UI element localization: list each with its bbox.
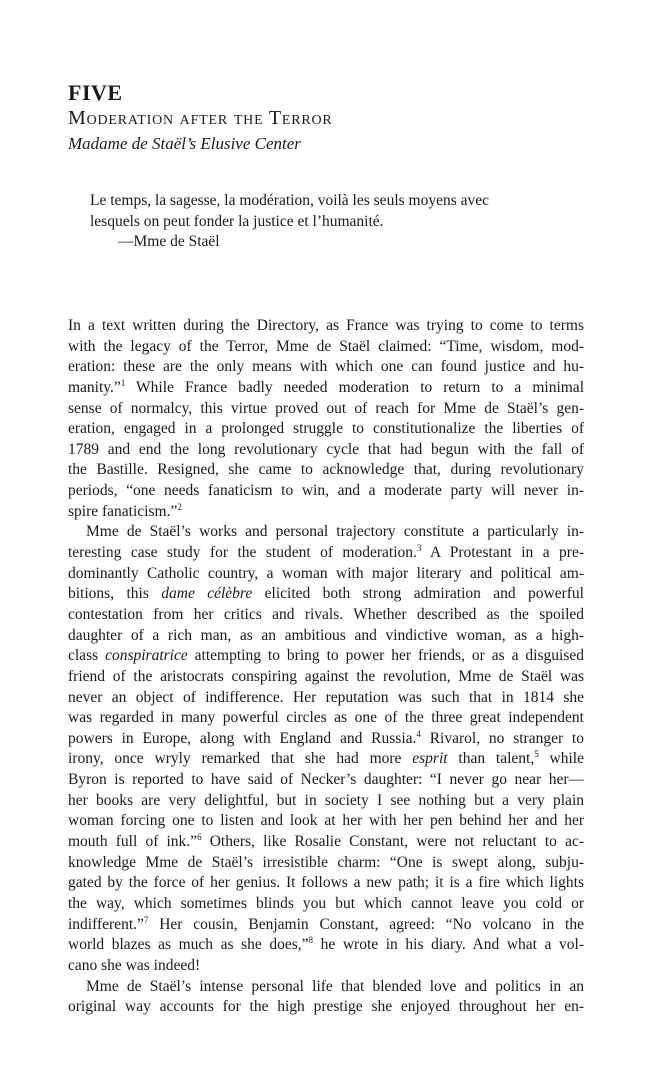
text-line: eration, engaged in a prolonged struggle to constitutionalize the liberties of xyxy=(68,420,584,438)
italic-term: esprit xyxy=(412,750,448,768)
text-run: attempting to bring to power her friends, or as a disguised xyxy=(187,647,584,665)
text-line xyxy=(68,378,584,399)
text-run: Her cousin, Benjamin Constant, agreed: “No volcano in the xyxy=(148,915,584,933)
chapter-title: Moderation after the Terror xyxy=(68,107,333,129)
text-run: Others, like Rosalie Constant, were not reluctant to ac- xyxy=(201,833,584,851)
text-run: elicited both strong admiration and powerful xyxy=(252,585,584,603)
text-line: cano she was indeed! xyxy=(68,956,201,974)
text-line xyxy=(68,502,584,523)
text-line: In a text written during the Directory, as France was trying to come to terms xyxy=(68,317,584,334)
text-line: original way accounts for the high prestige she enjoyed throughout her en- xyxy=(68,998,584,1016)
text-line xyxy=(68,749,584,770)
text-line xyxy=(68,729,584,750)
text-line: daughter of a rich man, as an ambitious and vindictive woman, as a high- xyxy=(68,626,584,644)
text-run: While France badly needed moderation to return to a minimal xyxy=(125,378,584,396)
text-line xyxy=(68,935,584,956)
chapter-subtitle: Madame de Staël’s Elusive Center xyxy=(68,134,301,153)
text-line xyxy=(68,832,584,853)
footnote-ref[interactable]: 7 xyxy=(143,914,149,925)
text-run: world blazes as much as she does,” xyxy=(68,936,309,954)
text-line: the Bastille. Resigned, she came to acknowledge that, during revolutionary xyxy=(68,461,584,479)
text-run: irony, once wryly remarked that she had more xyxy=(68,750,413,768)
italic-term: dame célèbre xyxy=(161,585,253,603)
text-line: eration: these are the only means with which one can found justice and hu- xyxy=(68,358,584,376)
chapter-number: FIVE xyxy=(68,80,123,105)
text-line: knowledge Mme de Staël’s irresistible charm: “One is swept along, subju- xyxy=(68,853,584,871)
text-run: A Protestant in a pre- xyxy=(421,544,584,562)
text-line: Mme de Staël’s works and personal trajectory constitute a particularly in- xyxy=(86,523,584,541)
footnote-ref[interactable]: 5 xyxy=(534,749,539,760)
text-line xyxy=(68,915,584,936)
text-line: sense of normalcy, this virtue proved out of reach for Mme de Staël’s gen- xyxy=(68,399,584,417)
text-run: mouth full of ink.” xyxy=(68,833,198,851)
text-line: Byron is reported to have said of Necker’s daughter: “I never go near her— xyxy=(68,771,584,789)
text-run: powers in Europe, along with England and Russia. xyxy=(68,729,417,747)
text-run: than talent, xyxy=(447,750,535,768)
text-line: friend of the aristocrats conspiring against the revolution, Mme de Staël was xyxy=(68,667,584,685)
text-run: Rivarol, no stranger to xyxy=(420,729,584,747)
text-line: gated by the force of her genius. It follows a new path; it is a fire which lights xyxy=(68,874,584,892)
text-line: Mme de Staël’s intense personal life that blended love and politics in an xyxy=(86,977,584,995)
text-run: indifferent.” xyxy=(68,915,144,933)
text-run: he wrote in his diary. And what a vol- xyxy=(313,936,584,954)
text-line: periods, “one needs fanaticism to win, and a moderate party will never in- xyxy=(68,482,584,500)
footnote-ref[interactable]: 4 xyxy=(416,728,421,739)
text-run: manity.” xyxy=(68,378,121,396)
text-line: her books are very delightful, but in society I see nothing but a very plain xyxy=(68,791,584,809)
italic-term: conspiratrice xyxy=(105,647,188,665)
text-run: class xyxy=(68,647,106,665)
text-line: 1789 and end the long revolutionary cycle that had begun with the fall of xyxy=(68,440,584,458)
text-line: never an object of indifference. Her reputation was such that in 1814 she xyxy=(68,688,584,706)
text-line: dominantly Catholic country, a woman with major literary and political am- xyxy=(68,564,584,582)
footnote-ref[interactable]: 1 xyxy=(120,377,126,388)
epigraph-attribution: —Mme de Staël xyxy=(118,233,220,250)
footnote-ref[interactable]: 8 xyxy=(308,935,314,946)
text-run: while xyxy=(538,750,584,768)
text-line: woman forcing one to listen and look at her with her pen behind her and her xyxy=(68,812,584,830)
epigraph-line: lesquels on peut fonder la justice et l’humanité. xyxy=(90,212,384,230)
text-run: spire fanaticism.” xyxy=(68,502,178,520)
body-text xyxy=(68,316,584,1018)
footnote-ref[interactable]: 3 xyxy=(416,542,422,553)
text-line: was regarded in many powerful circles as one of the three great independent xyxy=(68,709,584,727)
epigraph xyxy=(90,190,550,231)
footnote-ref[interactable]: 2 xyxy=(177,501,182,512)
text-line xyxy=(68,543,584,564)
footnote-ref[interactable]: 6 xyxy=(197,831,202,842)
epigraph-line: Le temps, la sagesse, la modération, voilà les seuls moyens avec xyxy=(90,192,490,209)
text-run: bitions, this xyxy=(68,585,162,603)
text-line: with the legacy of the Terror, Mme de Staël claimed: “Time, wisdom, mod- xyxy=(68,337,584,355)
text-line xyxy=(68,584,584,605)
text-line: the way, which sometimes blinds you but which cannot leave you cold or xyxy=(68,894,584,912)
text-line: contestation from her critics and rivals. Whether described as the spoiled xyxy=(68,605,584,623)
text-line xyxy=(68,646,584,667)
text-run: teresting case study for the student of moderation. xyxy=(68,544,417,562)
